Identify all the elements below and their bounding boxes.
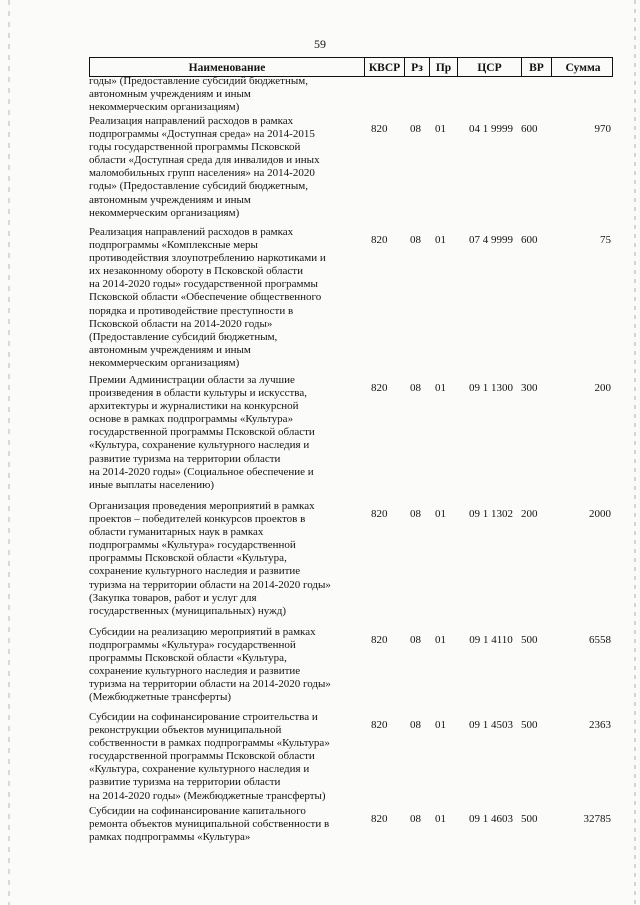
row-name: Реализация направлений расходов в рамках подпрограммы «Доступная среда» на 2014-2015 годы государственной программы Псковской области «Доступная среда для инвалидов и иных маломобильных групп населения» на 2014-2020 годы» (Предоставление субсидий бюджетным, автономным учреждениям и иным некоммерческим организациям) [89,115,320,219]
row-kvsr: 820 [371,813,388,825]
header-kvsr: КВСР [364,58,404,77]
row-sum: 970 [594,123,611,135]
row-csr: 09 1 1302 [469,508,513,520]
row-kvsr: 820 [371,634,388,646]
row-csr: 09 1 4503 [469,719,513,731]
row-sum: 2000 [589,508,611,520]
row-kvsr: 820 [371,719,388,731]
row-vr: 500 [521,719,538,731]
row-pr: 01 [435,382,446,394]
row-name: годы» (Предоставление субсидий бюджетным, автономным учреждениям и иным некоммерческим организациям) [89,75,308,114]
row-rz: 08 [410,813,421,825]
row-rz: 08 [410,123,421,135]
row-pr: 01 [435,234,446,246]
row-csr: 07 4 9999 [469,234,513,246]
header-sum: Сумма [551,58,614,77]
row-vr: 500 [521,813,538,825]
row-csr: 09 1 4603 [469,813,513,825]
row-pr: 01 [435,813,446,825]
row-name: Организация проведения мероприятий в рамках проектов – победителей конкурсов проектов в области гуманитарных наук в рамках подпрограммы «Культура» государственной программы Псковской области «Культура, сохранение культурного наследия и развитие туризма на территории области на 2014-2020 годы» (Закупка товаров, работ и услуг для государственных (муниципальных) нужд) [89,500,331,617]
row-kvsr: 820 [371,234,388,246]
row-vr: 600 [521,234,538,246]
row-csr: 04 1 9999 [469,123,513,135]
row-vr: 200 [521,508,538,520]
scan-edge-right [634,0,636,905]
table-header [89,57,613,77]
row-pr: 01 [435,719,446,731]
row-pr: 01 [435,634,446,646]
row-sum: 2363 [589,719,611,731]
row-name: Субсидии на реализацию мероприятий в рамках подпрограммы «Культура» государственной программы Псковской области «Культура, сохранение культурного наследия и развитие туризма на территории области на 2014-2020 годы» (Межбюджетные трансферты) [89,626,331,704]
scan-edge-left [8,0,10,905]
row-rz: 08 [410,508,421,520]
row-rz: 08 [410,634,421,646]
row-rz: 08 [410,719,421,731]
page-number: 59 [314,37,326,51]
row-sum: 75 [600,234,611,246]
row-sum: 6558 [589,634,611,646]
header-pr: Пр [429,58,457,77]
row-name: Премии Администрации области за лучшие произведения в области культуры и искусства, архитектуры и журналистики на конкурсной основе в рамках подпрограммы «Культура» государственной программы Псковской области «Культура, сохранение культурного наследия и развитие туризма на территории области на 2014-2020 годы» (Социальное обеспечение и иные выплаты населению) [89,374,315,491]
row-vr: 600 [521,123,538,135]
row-kvsr: 820 [371,123,388,135]
row-rz: 08 [410,382,421,394]
row-sum: 200 [594,382,611,394]
row-name: Субсидии на софинансирование капитального ремонта объектов муниципальной собственности в рамках подпрограммы «Культура» [89,805,330,844]
header-name: Наименование [188,62,266,74]
row-vr: 300 [521,382,538,394]
row-kvsr: 820 [371,382,388,394]
row-pr: 01 [435,508,446,520]
row-name: Субсидии на софинансирование строительства и реконструкции объектов муниципальной собственности в рамках подпрограммы «Культура» государственной программы Псковской области «Культура, сохранение культурного наследия и развитие туризма на территории области на 2014-2020 годы» (Межбюджетные трансферты) [89,711,330,802]
row-sum: 32785 [583,813,611,825]
row-csr: 09 1 4110 [469,634,513,646]
row-name: Реализация направлений расходов в рамках подпрограммы «Комплексные меры противодействия злоупотреблению наркотиками и их незаконному обороту в Псковской области на 2014-2020 годы» государственной программы Псковской области «Обеспечение общественного порядка и противодействие преступности в Псковской области на 2014-2020 годы» (Предоставление субсидий бюджетным, автономным учреждениям и иным некоммерческим организациям) [89,226,326,369]
row-vr: 500 [521,634,538,646]
row-kvsr: 820 [371,508,388,520]
header-rz: Рз [404,58,429,77]
header-vr: ВР [521,58,551,77]
row-rz: 08 [410,234,421,246]
row-pr: 01 [435,123,446,135]
header-csr: ЦСР [457,58,521,77]
row-csr: 09 1 1300 [469,382,513,394]
